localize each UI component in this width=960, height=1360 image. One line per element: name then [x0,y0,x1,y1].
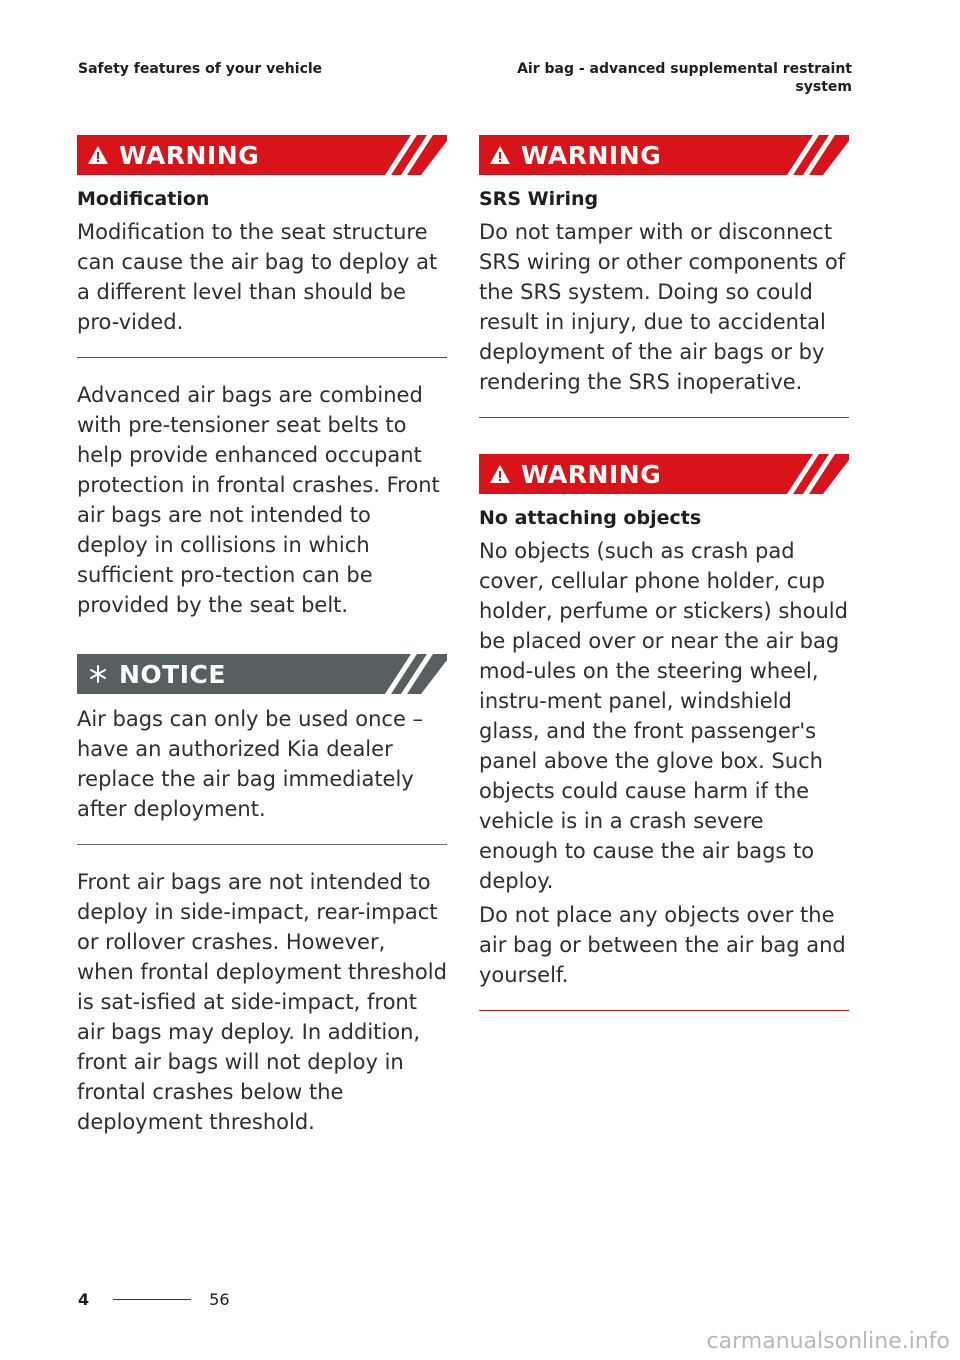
warning-banner-label: WARNING [521,140,662,170]
banner-stripes [377,654,447,694]
warning-banner-label: WARNING [119,140,260,170]
right-column [479,135,849,1011]
warning-title: No attaching objects [479,507,702,529]
body-paragraph [77,380,447,620]
banner-stripes [779,135,849,175]
warning-modification [77,135,447,358]
body-paragraph [77,867,447,1137]
footer-rule [113,1299,191,1300]
warning-banner [479,454,849,494]
page-footer [78,1290,230,1309]
warning-body: Do not place any objects over the air bag or between the air bag and yourself. [479,903,846,987]
warning-no-attaching-objects [479,454,849,1011]
warning-body: Do not tamper with or disconnect SRS wiring or other components of the SRS system. Doing so could result in injury, due to accidental deployment of the air bags or by rendering the SRS inoperative. [479,220,846,394]
running-header-right [517,60,852,96]
notice-banner [77,654,447,694]
section-divider [77,844,447,845]
notice-banner-label: NOTICE [119,659,226,689]
warning-banner [479,135,849,175]
banner-stripes [377,135,447,175]
warning-body: Modification to the seat structure can cause the air bag to deploy at a different level than should be pro-vided. [77,220,438,334]
warning-triangle-icon [489,463,511,485]
warning-banner-label: WARNING [521,459,662,489]
paragraph-text: Advanced air bags are combined with pre-tensioner seat belts to help provide enhanced occupant protection in frontal crashes. Front air bags are not intended to deploy in collisions in which sufficient pro-tection can be provided by the seat belt. [77,383,440,617]
warning-triangle-icon [87,144,109,166]
banner-stripes [779,454,849,494]
section-divider [479,417,849,418]
warning-title: Modification [77,188,210,210]
warning-title: SRS Wiring [479,188,599,210]
running-header-right-line1: Air bag - advanced supplemental restraint [517,61,852,77]
notice-air-bag-once [77,654,447,845]
warning-body: No objects (such as crash pad cover, cellular phone holder, cup holder, perfume or stickers) should be placed over or near the air bag mod-ules on the steering wheel, instru-ment panel, windshield glass, and the front passenger's panel above the glove box. Such objects could cause harm if the vehicle is in a crash severe enough to cause the air bags to deploy. [479,539,848,893]
warning-banner [77,135,447,175]
warning-triangle-icon [489,144,511,166]
chapter-number: 4 [78,1290,90,1309]
watermark: carmanualsonline.info [706,1329,950,1354]
warning-srs-wiring [479,135,849,418]
section-divider [479,1010,849,1011]
running-header-right-line2: system [795,79,852,95]
asterisk-icon [87,663,109,685]
page-number: 56 [209,1290,230,1309]
notice-body: Air bags can only be used once – have an authorized Kia dealer replace the air bag immediately after deployment. [77,707,424,821]
section-divider [77,357,447,358]
running-header-left: Safety features of your vehicle [78,61,323,77]
left-column [77,135,447,1137]
paragraph-text: Front air bags are not intended to deploy in side-impact, rear-impact or rollover crashes. However, when frontal deployment threshold is sat-isfied at side-impact, front air bags may deploy. In addition, front air bags will not deploy in frontal crashes below the deployment threshold. [77,870,447,1134]
